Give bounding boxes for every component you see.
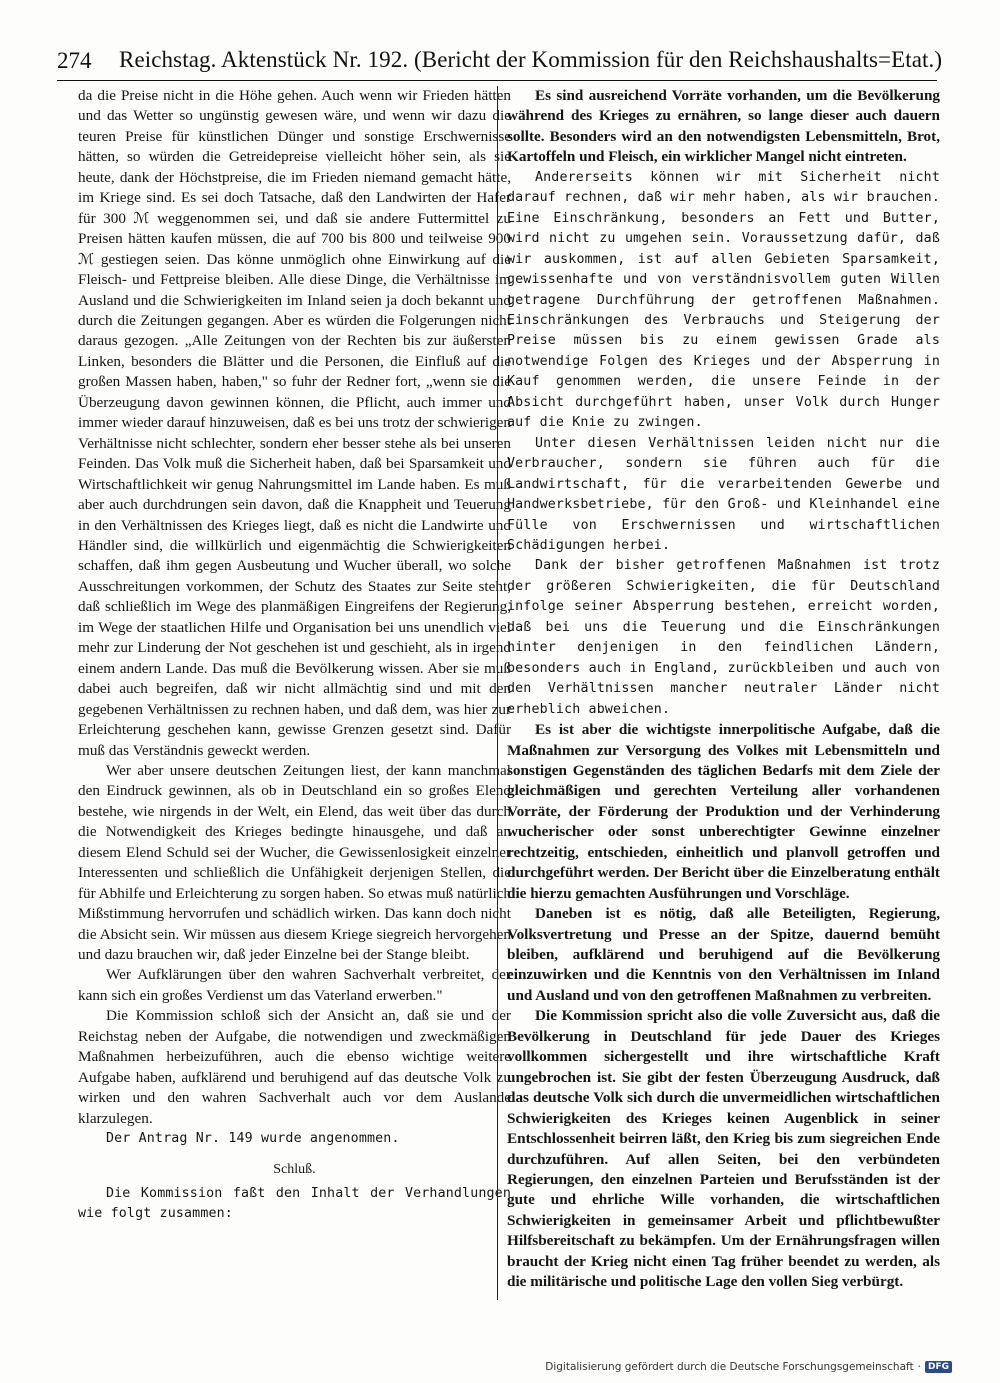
funding-note: Digitalisierung gefördert durch die Deutsche Forschungsgemeinschaft: [545, 1361, 914, 1373]
separator-dot: ·: [917, 1361, 921, 1373]
paragraph: Andererseits können wir mit Sicherheit nicht darauf rechnen, daß wir mehr haben, als wir brauchen. Eine Einschränkung, besonders an Fett und Butter, wird nicht zu umgehen sein. Voraussetzung dafür, daß wir auskommen, ist auf allen Gebieten Sparsamkeit, gewissenhafte und von verständnisvollem guten Willen getragene Durchführung der getroffenen Maßnahmen. Einschränkungen des Verbrauchs und Steigerung der Preise müssen bis zu einem gewissen Grade als notwendige Folgen des Krieges und der Absperrung in Kauf genommen werden, die unsere Feinde in der Absicht durchgeführt haben, unser Volk durch Hunger auf die Knie zu zwingen.: [507, 169, 940, 431]
right-column: [507, 86, 940, 1293]
section-heading: Schluß.: [273, 1161, 316, 1177]
dfg-logo: DFG: [925, 1361, 952, 1373]
bold-paragraph: Es ist aber die wichtigste innerpolitische Aufgabe, daß die Maßnahmen zur Versorgung des Volkes mit Lebensmitteln und sonstigen Gegenständen des täglichen Bedarfs mit dem Ziele der gleichmäßigen und gerechten Verteilung aller vorhandenen Vorräte, der Förderung der Produktion und der Verhinderung wucherischer oder sonst unberechtigter Gewinne einzelner rechtzeitig, entschieden, einheitlich und planvoll getroffen und durchgeführt werden. Der Bericht über die Einzelberatung enthält die hierzu gemachten Ausführungen und Vorschläge.: [507, 721, 940, 902]
bold-intro: Es sind ausreichend Vorräte vorhanden, um die Bevölkerung während des Krieges zu ernähren, so lange dieser auch dauern sollte. Besonders wird an den notwendigsten Lebensmitteln, Brot, Kartoffeln und Fleisch, ein wirklicher Mangel nicht eintreten.: [507, 87, 940, 166]
footer: [545, 1361, 952, 1373]
page-header: [57, 46, 943, 81]
bold-paragraph: Die Kommission spricht also die volle Zuversicht aus, daß die Bevölkerung in Deutschland für jede Dauer des Krieges vollkommen sichergestellt und ihre wirtschaftliche Kraft ungebrochen ist. Sie gibt der festen Überzeugung Ausdruck, daß das deutsche Volk sich durch die unvermeidlichen wirtschaftlichen Schwierigkeiten des Krieges keinen Augenblick in seiner Entschlossenheit beirren läßt, den Krieg bis zum siegreichen Ende durchzuführen. Auf allen Seiten, bei den verbündeten Regierungen, den einzelnen Parteien und Berufsständen ist der gute und ehrliche Wille vorhanden, die wirtschaftlichen Schwierigkeiten in gemeinsamer Arbeit und pflichtbewußter Hilfsbereitschaft zu bekämpfen. Um der Ernährungsfragen willen braucht der Krieg nicht einen Tag früher beendet zu werden, als die militärische und politische Lage den vollen Sieg verbürgt.: [507, 1007, 940, 1291]
running-title: Reichstag. Aktenstück Nr. 192. (Bericht der Kommission für den Reichshaushalts=Etat.): [119, 47, 943, 72]
paragraph: Dank der bisher getroffenen Maßnahmen ist trotz der größeren Schwierigkeiten, die für Deutschland infolge seiner Absperrung bestehen, erreicht worden, daß bei uns die Teuerung und die Einschränkungen hinter denjenigen in den feindlichen Ländern, besonders auch in England, zurückbleiben und auch von den Verhältnissen mancher neutraler Länder nicht erheblich abweichen.: [507, 558, 940, 717]
motion-line: Der Antrag Nr. 149 wurde angenommen.: [106, 1131, 400, 1147]
column-divider: [497, 86, 498, 1300]
paragraph: Wer aber unsere deutschen Zeitungen liest, der kann manchmal den Eindruck gewinnen, als ob in Deutschland ein so großes Elend bestehe, wie nirgends in der Welt, ein Elend, das weit über das durch die Notwendigkeit des Krieges bedingte hinausgehe, und daß an diesem Elend Schuld sei der Wucher, die Gewissenlosigkeit einzelner Interessenten und schließlich die Unfähigkeit derjenigen Stellen, die für Abhilfe und Erleichterung zu sorgen haben. So etwas muß natürlich Mißstimmung hervorrufen und schädlich wirken. Das kann doch nicht die Absicht sein. Wir müssen aus diesem Kriege siegreich hervorgehen und dazu brauchen wir, daß jeder Einzelne bei der Stange bleibt.: [78, 761, 511, 964]
paragraph: Die Kommission schloß sich der Ansicht an, daß sie und der Reichstag neben der Aufgabe, die notwendigen und zweckmäßigen Maßnahmen herbeizuführen, auch die ebenso wichtige weitere Aufgabe haben, aufklärend und beruhigend auf das deutsche Volk zu wirken und den wahren Sachverhalt auch vor dem Auslande klarzulegen.: [78, 1007, 511, 1127]
bold-paragraph: Daneben ist es nötig, daß alle Beteiligten, Regierung, Volksvertretung und Presse an der Spitze, dauernd bemüht bleiben, aufklärend und beruhigend auf die Bevölkerung einzuwirken und die Kenntnis von den Verhältnissen im Inland und Ausland und von den getroffenen Maßnahmen zu verbreiten.: [507, 905, 940, 1004]
paragraph: Wer Aufklärungen über den wahren Sachverhalt verbreitet, der kann sich ein großes Verdienst um das Vaterland erwerben.": [78, 966, 511, 1004]
closing-paragraph: Die Kommission faßt den Inhalt der Verhandlungen wie folgt zusammen:: [78, 1186, 511, 1222]
paragraph: Unter diesen Verhältnissen leiden nicht nur die Verbraucher, sondern sie führen auch für die Landwirtschaft, für die verarbeitenden Gewerbe und Handwerksbetriebe, für den Groß- und Kleinhandel eine Fülle von Erschwernissen und wirtschaftlichen Schädigungen herbei.: [507, 435, 940, 553]
left-column: [78, 86, 511, 1225]
paragraph: da die Preise nicht in die Höhe gehen. Auch wenn wir Frieden hätten und das Wetter so ungünstig gewesen wäre, und wenn wir dazu die teuren Preise für künstlichen Dünger und sonstige Erschwernisse hätten, so würden die Getreidepreise vielleicht höher sein, als sie heute, dank der Höchstpreise, die im Frieden niemand gemacht hätte, im Kriege sind. Es sei doch Tatsache, daß den Landwirten der Hafer für 300 ℳ weggenommen sei, und daß sie andere Futtermittel zu Preisen hätten kaufen müssen, die auf 700 bis 800 und teilweise 900 ℳ gestiegen seien. Das könne unmöglich ohne Einwirkung auf die Fleisch- und Fettpreise bleiben. Alle diese Dinge, die Verhältnisse im Ausland und die Schwierigkeiten im Inland seien ja doch bekannt und durch die Zeitungen gegangen. Aber es würden die Folgerungen nicht daraus gezogen. „Alle Zeitungen von der Rechten bis zur äußersten Linken, besonders die Blätter und die Personen, die Einfluß auf die großen Massen haben, haben," so fuhr der Redner fort, „wenn sie die Überzeugung davon gewinnen können, die Pflicht, auch immer und immer wieder darauf hinzuweisen, daß es bei uns trotz der schwierigen Verhältnisse nicht schlechter, sondern eher besser stehe als bei unseren Feinden. Das Volk muß die Sicherheit haben, daß bei Sparsamkeit und Wirtschaftlichkeit wir genug Nahrungsmittel im Lande haben. Es muß aber auch durchdrungen sein davon, daß die Knappheit und Teuerung in den Verhältnissen des Krieges liegt, daß es nicht die Landwirte und Händler sind, die willkürlich und eigenmächtig die Schwierigkeiten schaffen, daß ihm gegen Ausbeutung und Wucher überall, wo solche Ausschreitungen vorkommen, der Schutz des Staates zur Seite steht, daß schließlich im Wege des planmäßigen Eingreifens der Regierung, im Wege der staatlichen Hilfe und Organisation bei uns unendlich viel mehr zur Linderung der Not geschehen ist und geschieht, als in irgend einem andern Lande. Das muß die Bevölkerung wissen. Aber sie muß dabei auch begreifen, daß wir nicht allmächtig sind und mit den gegebenen Verhältnissen zu rechnen haben, und daß dem, was hier zur Erleichterung geschehen kann, gewisse Grenzen gesetzt sind. Dafür muß das Verständnis geweckt werden.: [78, 87, 511, 759]
page-number: 274: [57, 48, 92, 73]
